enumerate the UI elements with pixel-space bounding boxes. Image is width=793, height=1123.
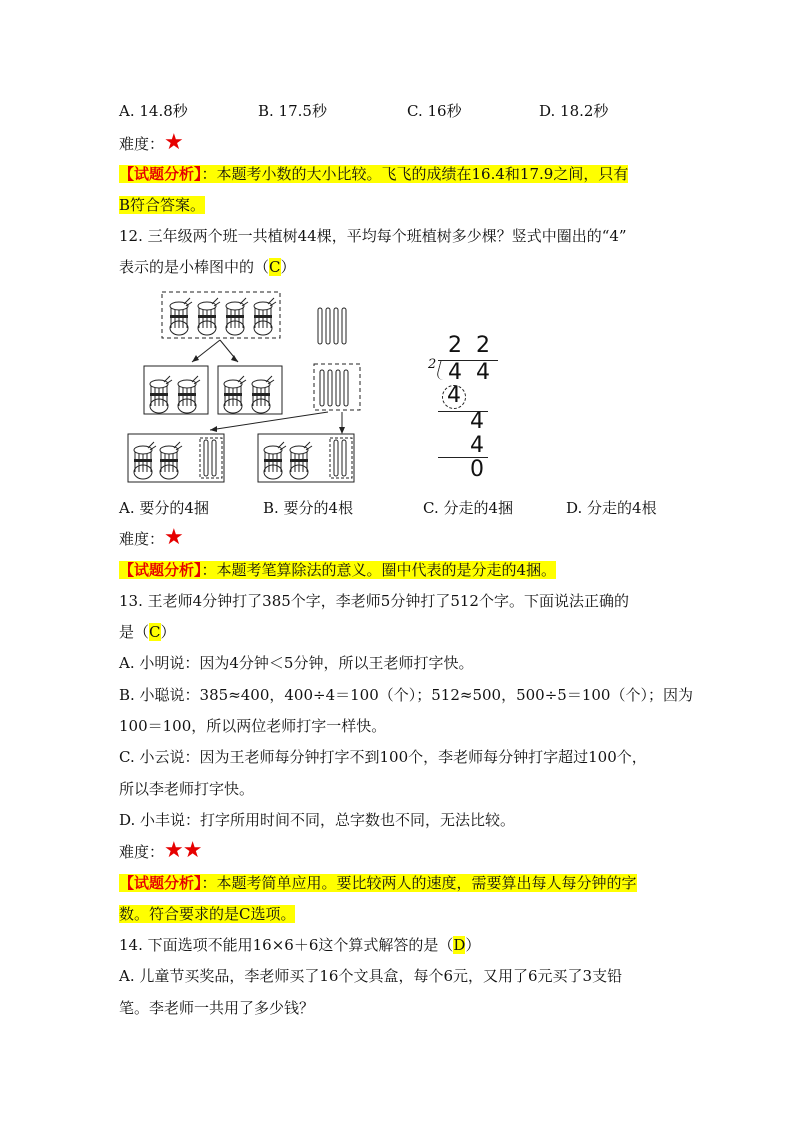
- quotient-digit: 2: [448, 333, 462, 358]
- q13-option-d: D. 小丰说：打字所用时间不同，总字数也不同，无法比较。: [119, 811, 516, 829]
- analysis-tag: 【试题分析】: [119, 874, 202, 892]
- difficulty-label: 难度：: [119, 843, 165, 861]
- q11-option-d: D. 18.2秒: [539, 102, 609, 120]
- stem-text: 表示的是小棒图中的（: [119, 258, 270, 276]
- stem-text: ）: [160, 623, 176, 641]
- q12-option-a: A. 要分的4捆: [119, 499, 209, 517]
- analysis-text: B符合答案。: [119, 196, 206, 214]
- step-digit: 4: [470, 409, 484, 434]
- analysis-text: ：本题考小数的大小比较。飞飞的成绩在16.4和17.9之间，只有: [201, 165, 629, 183]
- q13-option-a: A. 小明说：因为4分钟＜5分钟，所以王老师打字快。: [119, 654, 474, 672]
- q11-analysis: [119, 163, 628, 185]
- q11-difficulty: [119, 132, 183, 155]
- star-icon: ★: [164, 525, 183, 550]
- long-division: [420, 333, 510, 483]
- answer-letter: C: [269, 258, 281, 276]
- q11-option-a: A. 14.8秒: [119, 102, 188, 120]
- quotient-digit: 2: [476, 333, 490, 358]
- q13-difficulty: [119, 840, 201, 863]
- answer-letter: D: [453, 936, 466, 954]
- q12-difficulty: [119, 527, 183, 550]
- q13-stem-cont: [119, 621, 176, 643]
- q13-analysis-cont: [119, 903, 295, 925]
- q12-option-d: D. 分走的4根: [566, 499, 657, 517]
- step-digit: 4: [470, 433, 484, 458]
- star-icon: ★: [164, 130, 183, 155]
- q12-stem: 12. 三年级两个班一共植树44棵，平均每个班植树多少棵？竖式中圈出的“4”: [119, 227, 627, 245]
- divisor: 2: [428, 357, 437, 372]
- analysis-text: 数。符合要求的是C选项。: [119, 905, 296, 923]
- analysis-tag: 【试题分析】: [119, 165, 202, 183]
- remainder-digit: 0: [470, 457, 484, 482]
- dividend-digit: 4: [476, 360, 490, 385]
- q13-option-b: B. 小聪说：385≈400，400÷4＝100（个）；512≈500，500÷5＝100（个）；因为: [119, 686, 693, 704]
- circled-digit: 4: [447, 383, 461, 408]
- q14-option-a-cont: 笔。李老师一共用了多少钱？: [119, 999, 315, 1017]
- q12-analysis: [119, 559, 556, 581]
- q11-analysis-cont: [119, 194, 205, 216]
- dividend-digit: 4: [448, 360, 462, 385]
- answer-letter: C: [149, 623, 161, 641]
- q11-option-c: C. 16秒: [407, 102, 462, 120]
- stick-diagram-svg: [120, 288, 680, 488]
- difficulty-label: 难度：: [119, 530, 165, 548]
- q13-option-c: C. 小云说：因为王老师每分钟打字不到100个，李老师每分钟打字超过100个，: [119, 748, 647, 766]
- analysis-tag: 【试题分析】: [119, 561, 202, 579]
- q13-option-b-cont: 100＝100，所以两位老师打字一样快。: [119, 717, 387, 735]
- stem-text: ）: [280, 258, 296, 276]
- analysis-text: ：本题考笔算除法的意义。圈中代表的是分走的4捆。: [201, 561, 557, 579]
- star-icon: ★★: [164, 838, 202, 863]
- q11-option-b: B. 17.5秒: [258, 102, 327, 120]
- stem-text: 是（: [119, 623, 150, 641]
- q13-stem: 13. 王老师4分钟打了385个字，李老师5分钟打了512个字。下面说法正确的: [119, 592, 629, 610]
- stem-text: 14. 下面选项不能用16×6＋6这个算式解答的是（: [119, 936, 454, 954]
- analysis-text: ：本题考简单应用。要比较两人的速度，需要算出每人每分钟的字: [201, 874, 637, 892]
- q12-option-c: C. 分走的4捆: [423, 499, 514, 517]
- difficulty-label: 难度：: [119, 135, 165, 153]
- q12-option-b: B. 要分的4根: [263, 499, 354, 517]
- q13-analysis: [119, 872, 637, 894]
- stick-diagram: [120, 288, 680, 488]
- q14-option-a: A. 儿童节买奖品，李老师买了16个文具盒，每个6元，又用了6元买了3支铅: [119, 967, 623, 985]
- stem-text: ）: [465, 936, 481, 954]
- q14-stem: [119, 934, 480, 956]
- q13-option-c-cont: 所以李老师打字快。: [119, 780, 255, 798]
- q12-stem-cont: [119, 256, 296, 278]
